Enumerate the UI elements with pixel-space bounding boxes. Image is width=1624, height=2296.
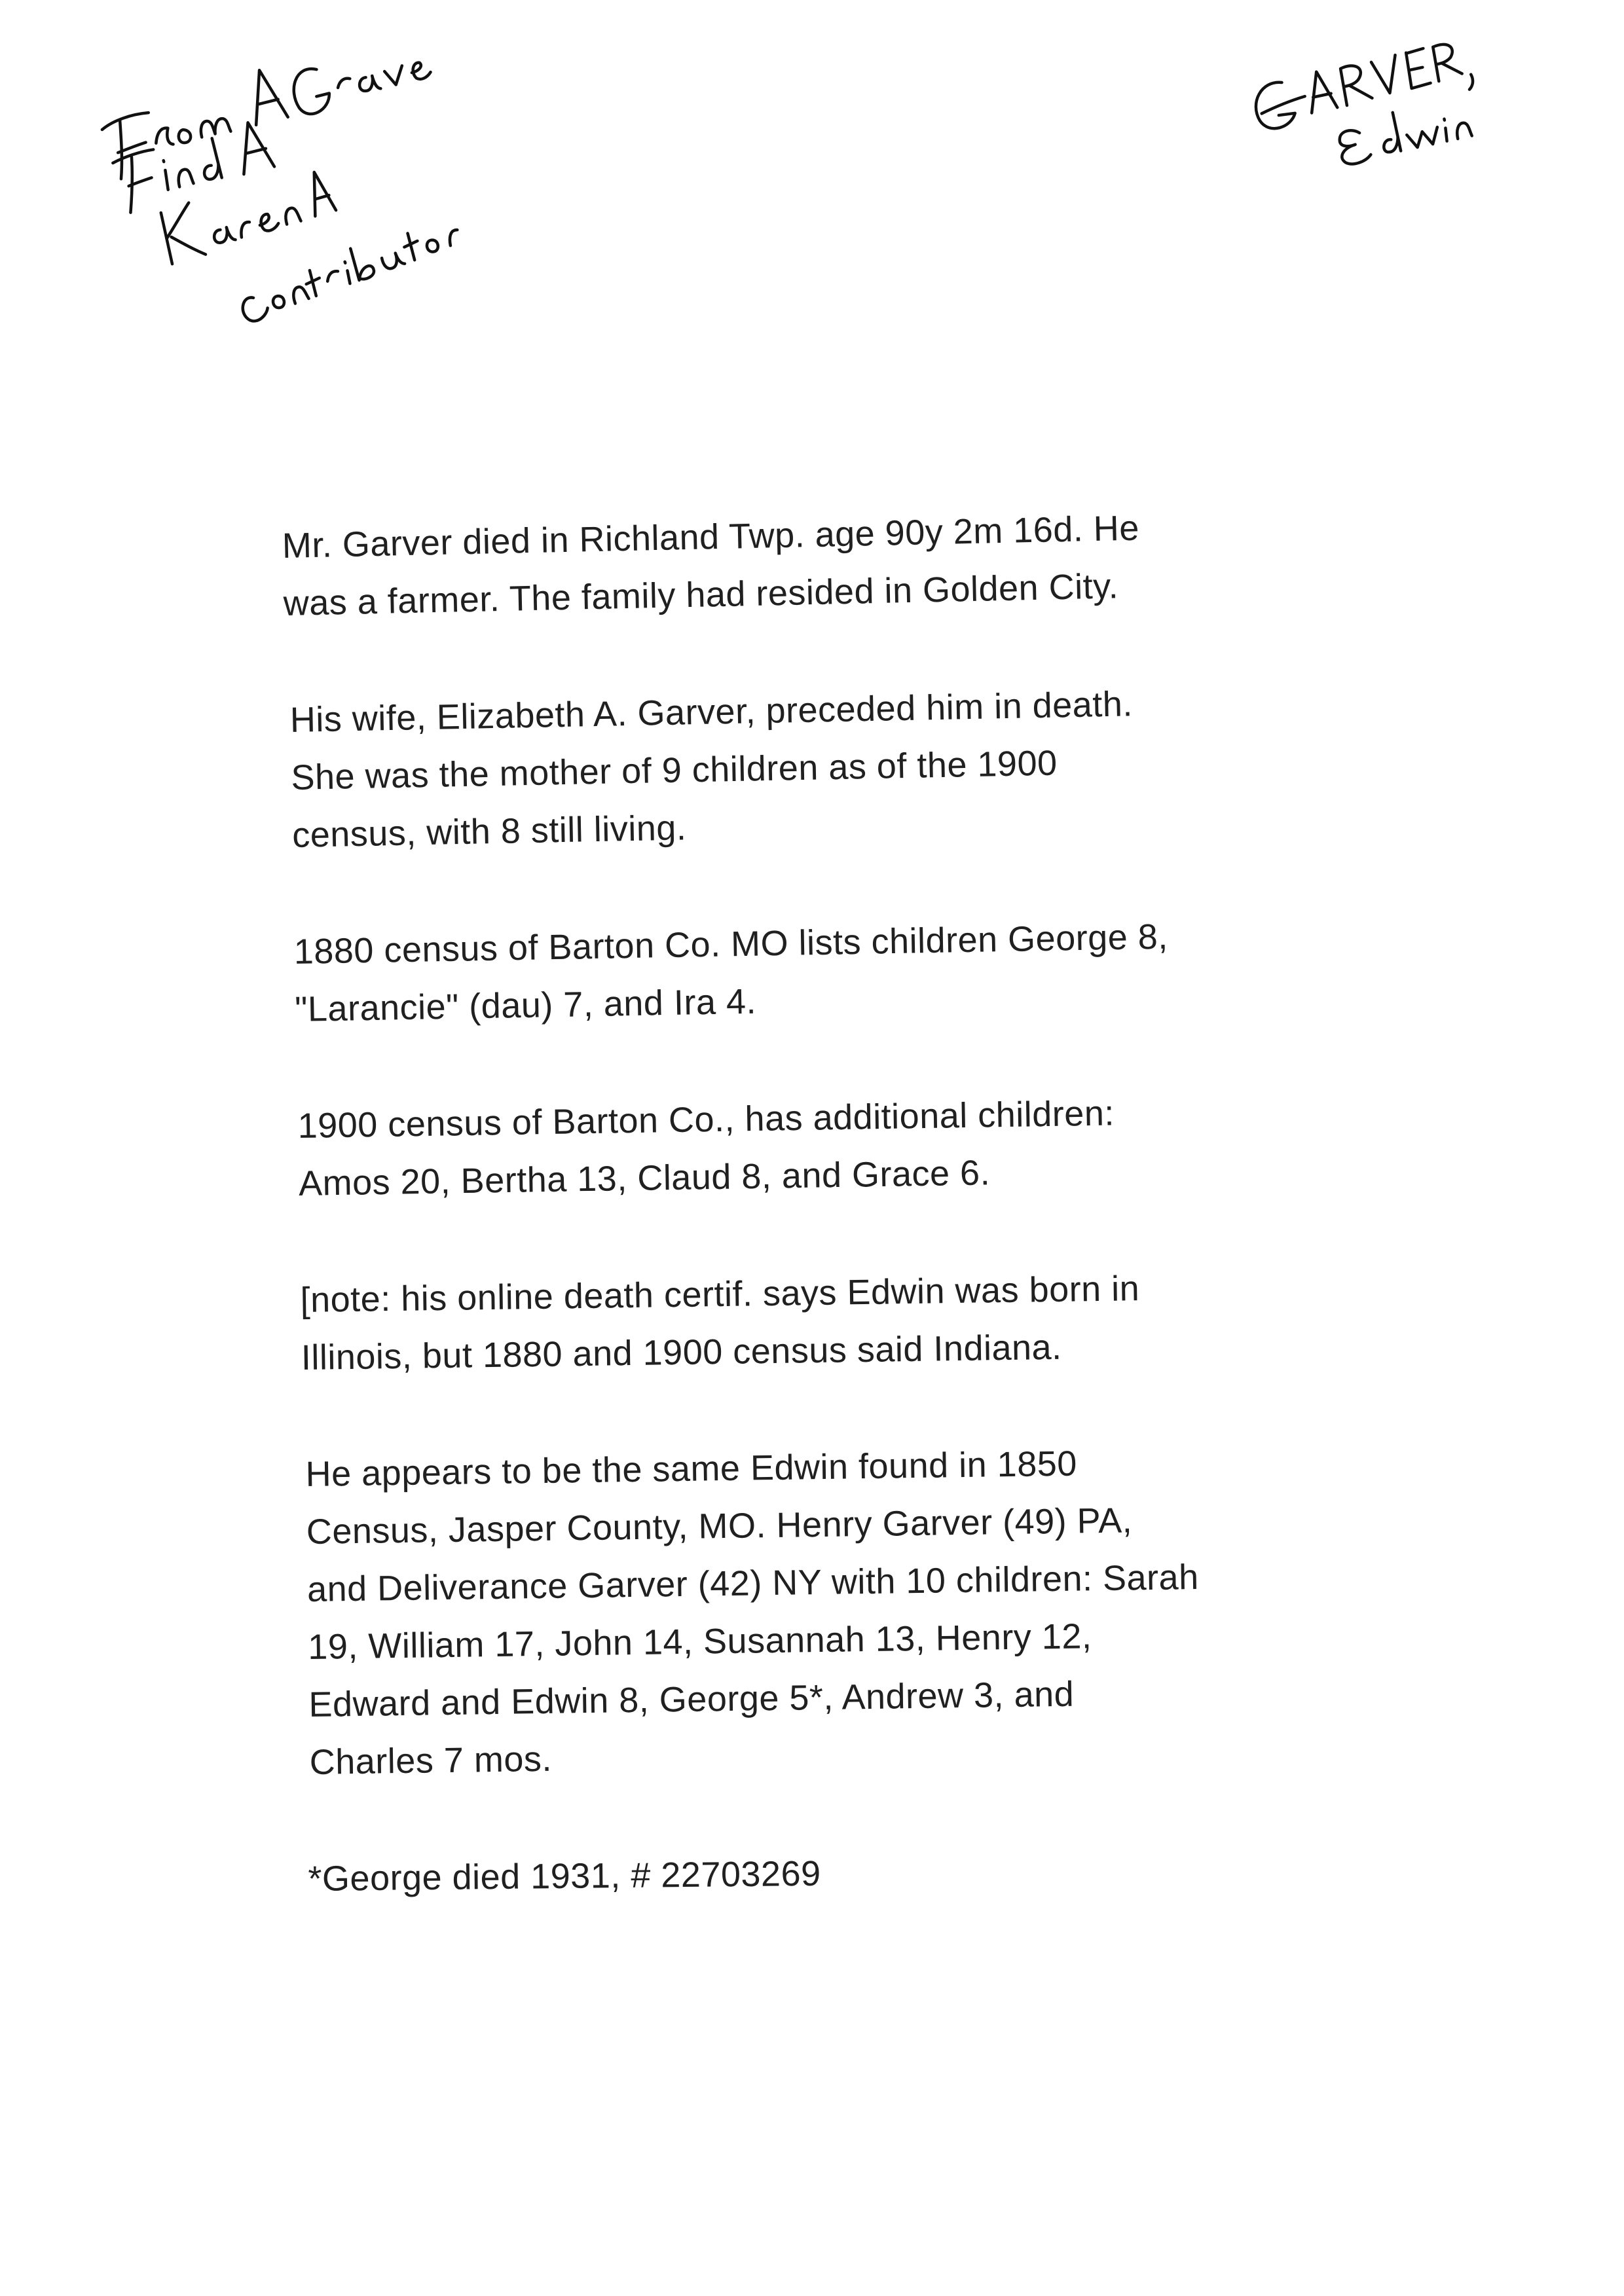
paragraph-1880-census: 1880 census of Barton Co. MO lists children George 8, "Larancie" (dau) 7, and Ira 4. <box>293 917 1169 1029</box>
paragraph-1850-census: He appears to be the same Edwin found in 1850 Census, Jasper County, MO. Henry Garver (49) PA, and Deliverance Garver (42) NY with 10 children: Sarah 19, William 17, John 14, Susannah 13, Henry 12, Edward and Edwin 8, George 5*, Andrew 3, and Charles 7 mos. <box>305 1444 1200 1782</box>
document-body <box>282 508 1395 1967</box>
handwritten-source-note <box>85 39 557 288</box>
paragraph-footnote: *George died 1931, # 22703269 <box>308 1853 821 1899</box>
paragraph-birthplace-note: [note: his online death certif. says Edwin was born in Illinois, but 1880 and 1900 census said Indiana. <box>300 1269 1140 1377</box>
handwritten-surname-label <box>1238 20 1552 164</box>
paragraph-death-info: Mr. Garver died in Richland Twp. age 90y 2m 16d. He was a farmer. The family had resided in Golden City. <box>282 508 1140 623</box>
paragraph-1900-census: 1900 census of Barton Co., has additional children: Amos 20, Bertha 13, Claud 8, and Grace 6. <box>297 1093 1115 1203</box>
paragraph-wife-info: His wife, Elizabeth A. Garver, preceded him in death. She was the mother of 9 children as of the 1900 census, with 8 still living. <box>289 684 1134 855</box>
